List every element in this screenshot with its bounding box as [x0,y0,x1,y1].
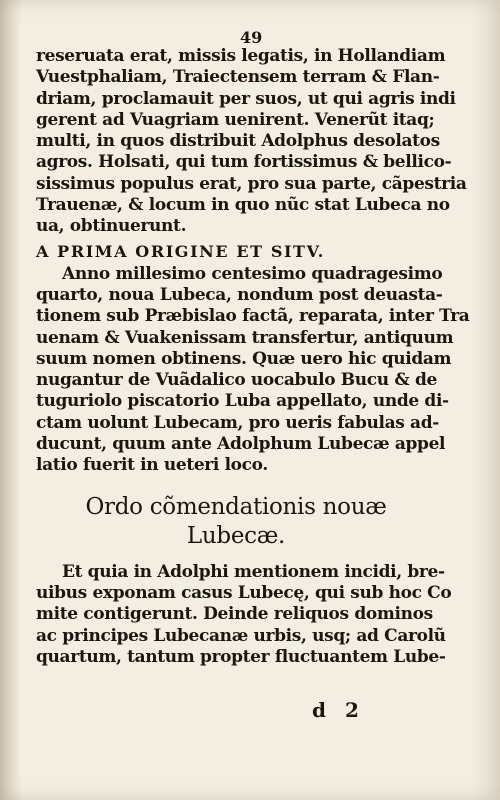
page-edge [470,0,500,800]
text-line: mite contigerunt. Deinde reliquos dominos [36,604,433,625]
text-line: Et quia in Adolphi mentionem incidi, bre- [62,561,445,582]
page-number: 49 [240,28,263,47]
text-line: uibus exponam casus Lubecę, qui sub hoc Co [36,582,452,603]
text-line: driam, proclamauit per suos, ut qui agris indi [36,88,456,109]
signature-mark: d 2 [312,698,365,722]
text-line: ua, obtinuerunt. [36,216,187,237]
text-line: latio fuerit in ueteri loco. [36,455,268,476]
chapter-title-line-2: Lubecæ. [186,522,286,549]
text-line: multi, in quos distribuit Adolphus desolatos [36,131,440,152]
section-heading: A PRIMA ORIGINE ET SITV. [36,241,325,261]
text-line: Anno millesimo centesimo quadragesimo [62,263,443,284]
text-line: agros. Holsati, qui tum fortissimus & bellico- [36,152,452,173]
text-line: quarto, noua Lubeca, nondum post deuasta- [36,284,443,305]
text-line: reseruata erat, missis legatis, in Hollandiam [36,46,446,66]
text-line: tuguriolo piscatorio Luba appellato, unde di- [36,391,449,412]
text-line: ac principes Lubecanæ urbis, usq; ad Carolũ [36,625,446,646]
text-line: Vuestphaliam, Traiectensem terram & Flan- [36,67,440,88]
text-line: ctam uolunt Lubecam, pro ueris fabulas ad- [36,412,439,433]
text-line: tionem sub Prӕbislao factã, reparata, inter Tra [36,306,470,327]
text-line: sissimus populus erat, pro sua parte, cãpestria [36,173,467,194]
text-line: suum nomen obtinens. Quæ uero hic quidam [36,348,452,369]
text-line: gerent ad Vuagriam uenirent. Venerũt itaq; [36,109,435,130]
text-line: uenam & Vuakenissam transfertur, antiquum [36,327,454,348]
paragraph-2 [36,263,470,477]
text-line: quartum, tantum propter fluctuantem Lube- [36,646,446,667]
text-line: Trauenæ, & locum in quo nũc stat Lubeca no [36,195,450,216]
text-line: nugantur de Vuãdalico uocabulo Bucu & de [36,370,437,391]
text-line: ducunt, quum ante Adolphum Lubecæ appel [36,434,446,455]
paragraph-1 [36,46,467,238]
gutter-shadow [0,0,22,800]
paragraph-3 [36,561,452,668]
chapter-title-line-1: Ordo cõmendationis nouæ [85,493,387,520]
text-block [36,46,470,668]
